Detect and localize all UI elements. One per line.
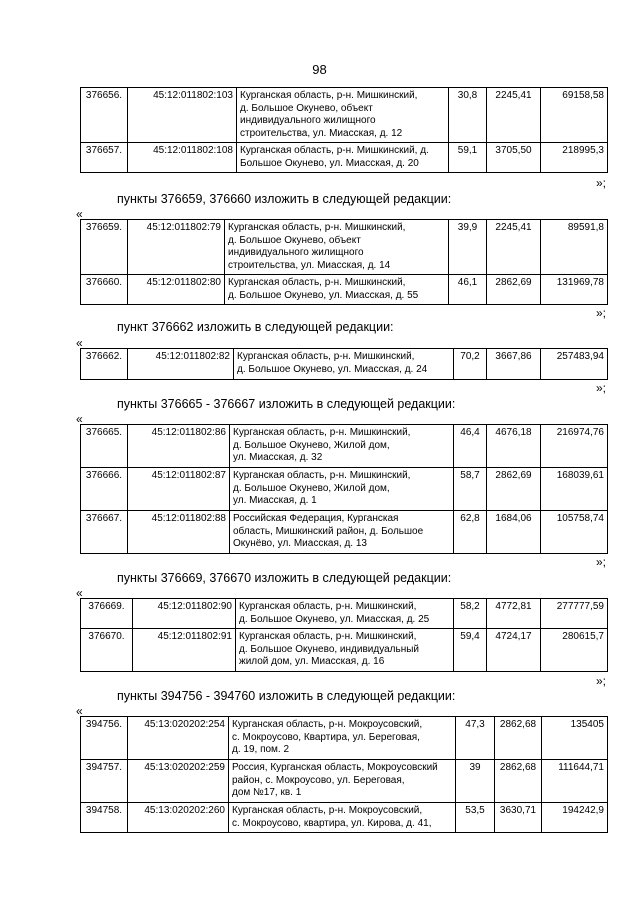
cadastral-number: 45:12:011802:91 [133,629,236,672]
price-value: 4676,18 [487,425,541,468]
address-line: Россия, Курганская область, Мокроусовский [232,762,438,773]
address-line: жилой дом, ул. Миасская, д. 16 [239,656,385,667]
address-cell [236,599,454,629]
address-line: д. Большое Окунево, ул. Миасская, д. 24 [237,363,428,375]
area-value: 59,4 [454,629,487,672]
table-row [81,275,608,305]
table-row [81,717,608,760]
cadastral-number: 45:12:011802:82 [128,349,234,380]
page-number: 98 [312,62,327,77]
cadastral-number: 45:12:011802:86 [128,425,230,468]
address-line: Курганская область, р-н. Мишкинский, [233,427,411,438]
address-line: Курганская область, р-н. Мокроусовский, [232,805,423,816]
total-value: 89591,8 [541,220,608,275]
closing-quote: »; [596,674,607,688]
cadastral-number: 45:12:011802:80 [128,275,225,305]
address-line: область, Мишкинский район, д. Большое [233,525,424,537]
area-value: 53,5 [456,803,495,833]
address-line: Курганская область, р-н. Мишкинский, [237,351,415,362]
address-cell [225,220,449,275]
area-value: 58,2 [454,599,487,629]
address-line: район, с. Мокроусово, ул. Береговая, [232,774,405,786]
table-row [81,349,608,380]
table-row [81,803,608,833]
address-line: Российская Федерация, Курганская [233,513,399,524]
area-value: 59,1 [449,143,487,173]
cadastral-number: 45:13:020202:254 [128,717,229,760]
price-value: 4772,81 [487,599,541,629]
total-value: 280615,7 [541,629,608,672]
row-number: 376660. [81,275,128,305]
address-line: Большое Окунево, ул. Миасская, д. 20 [240,157,419,169]
cadastral-number: 45:13:020202:260 [128,803,229,833]
cadastral-number: 45:12:011802:79 [128,220,225,275]
area-value: 47,3 [456,717,495,760]
address-line: Курганская область, р-н. Мишкинский, д. [240,145,429,156]
price-value: 4724,17 [487,629,541,672]
table-row [81,511,608,554]
address-line: дом №17, кв. 1 [232,787,302,798]
table-row [81,599,608,629]
closing-quote: »; [596,176,607,190]
area-value: 58,7 [454,468,487,511]
opening-quote: « [76,412,83,426]
area-value: 46,4 [454,425,487,468]
table-row [81,468,608,511]
row-number: 376667. [81,511,128,554]
total-value: 135405 [542,717,608,760]
price-value: 2862,69 [487,468,541,511]
table-row [81,629,608,672]
table-row [81,143,608,173]
address-line: ул. Миасская, д. 32 [233,452,323,463]
row-number: 394756. [81,717,128,760]
address-line: строительства, ул. Миасская, д. 12 [240,127,403,139]
total-value: 111644,71 [542,760,608,803]
address-line: Окунёво, ул. Миасская, д. 13 [233,538,367,549]
opening-quote: « [76,586,83,600]
registry-table [80,424,608,554]
table-row [81,425,608,468]
amendment-instruction: пункты 376659, 376660 изложить в следующей редакции: [117,192,452,206]
address-cell [229,760,456,803]
total-value: 194242,9 [542,803,608,833]
price-value: 3630,71 [495,803,542,833]
address-cell [225,275,449,305]
closing-quote: »; [596,306,607,320]
cadastral-number: 45:12:011802:87 [128,468,230,511]
row-number: 376657. [81,143,128,173]
address-line: Курганская область, р-н. Мишкинский, [228,277,406,288]
table-row [81,88,608,143]
total-value: 277777,59 [541,599,608,629]
area-value: 46,1 [449,275,487,305]
registry-table [80,598,608,672]
address-line: Курганская область, р-н. Мишкинский, [228,222,406,233]
address-line: Курганская область, р-н. Мокроусовский, [232,719,423,730]
opening-quote: « [76,207,83,221]
price-value: 2245,41 [487,88,541,143]
address-cell [234,349,454,380]
row-number: 376659. [81,220,128,275]
closing-quote: »; [596,381,607,395]
address-cell [230,511,454,554]
address-line: ул. Миасская, д. 1 [233,495,317,506]
total-value: 69158,58 [541,88,608,143]
amendment-instruction: пункты 376665 - 376667 изложить в следующей редакции: [117,397,456,411]
opening-quote: « [76,704,83,718]
registry-table [80,348,608,380]
row-number: 376662. [81,349,128,380]
address-line: д. Большое Окунево, объект [240,102,373,114]
price-value: 2862,69 [487,275,541,305]
address-line: индивидуального жилищного [228,247,364,258]
address-cell [230,468,454,511]
amendment-instruction: пункты 394756 - 394760 изложить в следующей редакции: [117,689,456,703]
address-line: д. Большое Окунево, ул. Миасская, д. 25 [239,613,430,625]
table-row [81,760,608,803]
area-value: 39,9 [449,220,487,275]
price-value: 1684,06 [487,511,541,554]
amendment-instruction: пункты 376669, 376670 изложить в следующей редакции: [117,571,452,585]
total-value: 131969,78 [541,275,608,305]
row-number: 376665. [81,425,128,468]
amendment-instruction: пункт 376662 изложить в следующей редакции: [117,320,394,334]
address-cell [229,717,456,760]
price-value: 2245,41 [487,220,541,275]
cadastral-number: 45:12:011802:108 [128,143,237,173]
address-cell [229,803,456,833]
total-value: 218995,3 [541,143,608,173]
address-line: Курганская область, р-н. Мишкинский, [239,601,417,612]
address-line: с. Мокроусово, Квартира, ул. Береговая, [232,731,420,743]
address-cell [230,425,454,468]
area-value: 39 [456,760,495,803]
price-value: 2862,68 [495,760,542,803]
area-value: 30,8 [449,88,487,143]
row-number: 394758. [81,803,128,833]
registry-table [80,219,608,305]
address-line: индивидуального жилищного [240,115,376,126]
price-value: 3667,86 [487,349,541,380]
registry-table [80,87,608,173]
address-cell [237,143,449,173]
address-line: д. Большое Окунево, ул. Миасская, д. 55 [228,289,419,301]
address-line: д. Большое Окунево, объект [228,234,361,246]
total-value: 168039,61 [541,468,608,511]
row-number: 376656. [81,88,128,143]
address-line: д. Большое Окунево, Жилой дом, [233,439,390,451]
row-number: 376670. [81,629,133,672]
address-line: строительства, ул. Миасская, д. 14 [228,259,391,271]
address-line: д. Большое Окунево, индивидуальный [239,643,419,655]
address-line: Курганская область, р-н. Мишкинский, [239,631,417,642]
address-line: Курганская область, р-н. Мишкинский, [233,470,411,481]
cadastral-number: 45:12:011802:90 [133,599,236,629]
price-value: 2862,68 [495,717,542,760]
address-line: д. 19, пом. 2 [232,744,290,755]
total-value: 105758,74 [541,511,608,554]
registry-table [80,716,608,833]
table-row [81,220,608,275]
address-line: д. Большое Окунево, Жилой дом, [233,482,390,494]
cadastral-number: 45:12:011802:88 [128,511,230,554]
cadastral-number: 45:12:011802:103 [128,88,237,143]
area-value: 70,2 [454,349,487,380]
row-number: 394757. [81,760,128,803]
total-value: 257483,94 [541,349,608,380]
closing-quote: »; [596,555,607,569]
area-value: 62,8 [454,511,487,554]
address-line: с. Мокроусово, квартира, ул. Кирова, д. 41, [232,817,432,829]
row-number: 376669. [81,599,133,629]
address-line: Курганская область, р-н. Мишкинский, [240,90,418,101]
address-cell [236,629,454,672]
address-cell [237,88,449,143]
cadastral-number: 45:13:020202:259 [128,760,229,803]
opening-quote: « [76,336,83,350]
total-value: 216974,76 [541,425,608,468]
row-number: 376666. [81,468,128,511]
price-value: 3705,50 [487,143,541,173]
